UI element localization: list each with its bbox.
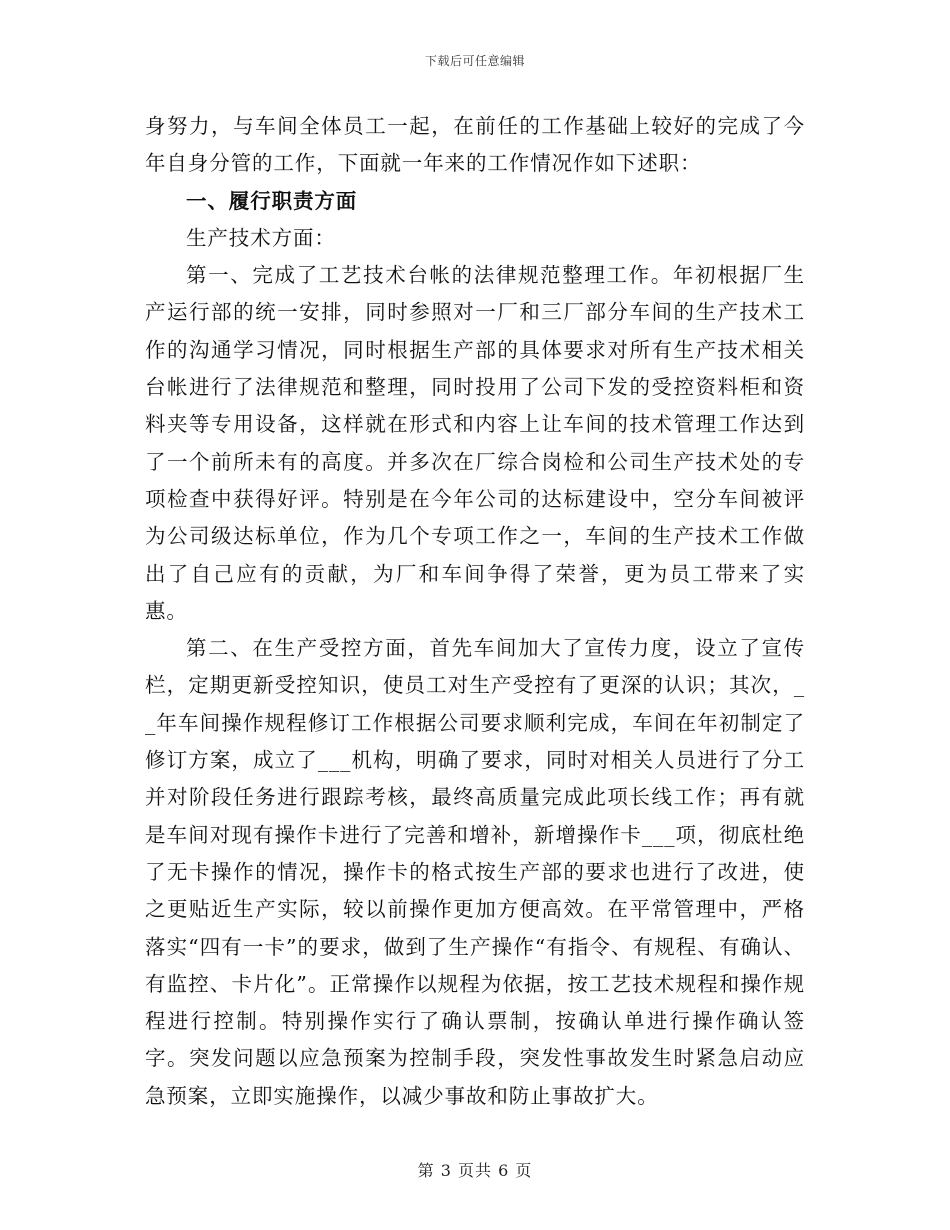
paragraph-first: 第一、完成了工艺技术台帐的法律规范整理工作。年初根据厂生产运行部的统一安排，同时参照对一厂和三厂部分车间的生产技术工作的沟通学习情况，同时根据生产部的具体要求对所有生产技术相关台帐进行了法律规范和整理，同时投用了公司下发的受控资料柜和资料夹等专用设备，这样就在形式和内容上让车间的技术管理工作达到了一个前所未有的高度。并多次在厂综合岗检和公司生产技术处的专项检查中获得好评。特别是在今年公司的达标建设中，空分车间被评为公司级达标单位，作为几个专项工作之一，车间的生产技术工作做出了自己应有的贡献，为厂和车间争得了荣誉，更为员工带来了实惠。	[145, 263, 805, 623]
subheading-paragraph: 生产技术方面：	[186, 225, 336, 250]
page-number: 第 3 页共 6 页	[417, 1161, 533, 1180]
section-heading: 一、履行职责方面	[186, 188, 358, 213]
document-body	[145, 108, 805, 1115]
paragraph-second: 第二、在生产受控方面，首先车间加大了宣传力度，设立了宣传栏，定期更新受控知识，使员工对生产受控有了更深的认识；其次，__年车间操作规程修订工作根据公司要求顺利完成，车间在年初制定了修订方案，成立了___机构，明确了要求，同时对相关人员进行了分工并对阶段任务进行跟踪考核，最终高质量完成此项长线工作；再有就是车间对现有操作卡进行了完善和增补，新增操作卡___项，彻底杜绝了无卡操作的情况，操作卡的格式按生产部的要求也进行了改进，使之更贴近生产实际，较以前操作更加方便高效。在平常管理中，严格落实“四有一卡”的要求，做到了生产操作“有指令、有规程、有确认、有监控、卡片化”。正常操作以规程为依据，按工艺技术规程和操作规程进行控制。特别操作实行了确认票制，按确认单进行操作确认签字。突发问题以应急预案为控制手段，突发性事故发生时紧急启动应急预案，立即实施操作，以减少事故和防止事故扩大。	[145, 636, 805, 1108]
page-header: 下载后可任意编辑	[424, 54, 525, 68]
intro-paragraph: 身努力，与车间全体员工一起，在前任的工作基础上较好的完成了今年自身分管的工作，下面就一年来的工作情况作如下述职：	[145, 114, 805, 176]
